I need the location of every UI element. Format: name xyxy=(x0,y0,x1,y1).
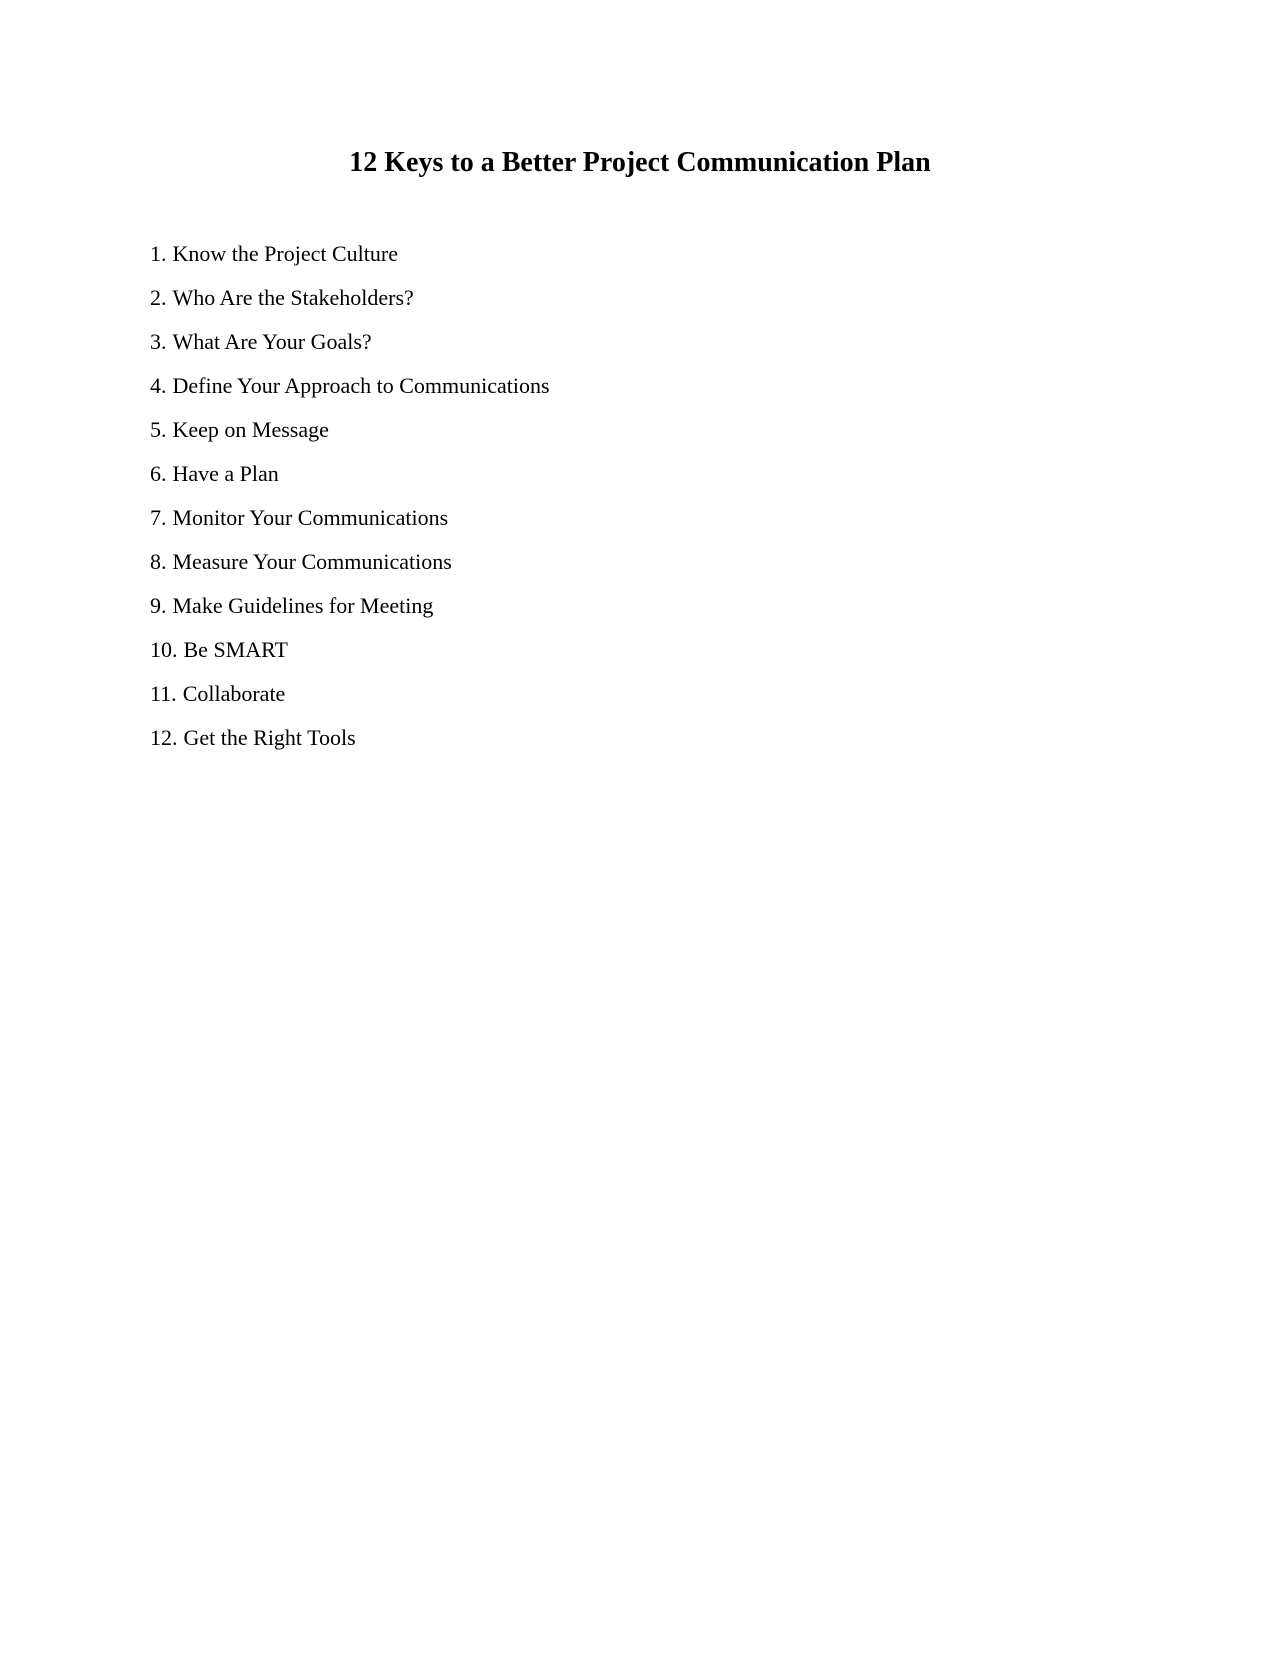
list-item xyxy=(150,328,550,356)
list-item xyxy=(150,416,550,444)
list-item xyxy=(150,460,550,488)
list-item-number: 8. xyxy=(150,549,167,574)
list-item xyxy=(150,372,550,400)
page-title: 12 Keys to a Better Project Communication Plan xyxy=(349,147,931,178)
list-item-number: 9. xyxy=(150,593,167,618)
list-item-text: Monitor Your Communications xyxy=(172,505,449,530)
list-item xyxy=(150,680,550,708)
list-item-number: 2. xyxy=(150,285,167,310)
list-item-text: Make Guidelines for Meeting xyxy=(172,593,434,618)
keys-list xyxy=(150,240,550,768)
list-item-text: Define Your Approach to Communications xyxy=(172,373,550,398)
list-item-number: 4. xyxy=(150,373,167,398)
list-item-text: Be SMART xyxy=(183,637,288,662)
list-item-number: 10. xyxy=(150,637,178,662)
list-item-text: What Are Your Goals? xyxy=(172,329,372,354)
list-item xyxy=(150,592,550,620)
list-item-number: 7. xyxy=(150,505,167,530)
list-item-number: 12. xyxy=(150,725,178,750)
list-item-text: Know the Project Culture xyxy=(172,241,398,266)
list-item xyxy=(150,548,550,576)
list-item-number: 6. xyxy=(150,461,167,486)
list-item-text: Have a Plan xyxy=(172,461,279,486)
list-item-text: Get the Right Tools xyxy=(183,725,356,750)
list-item-number: 3. xyxy=(150,329,167,354)
list-item-text: Who Are the Stakeholders? xyxy=(172,285,414,310)
list-item xyxy=(150,240,550,268)
list-item-text: Keep on Message xyxy=(172,417,329,442)
list-item xyxy=(150,284,550,312)
list-item xyxy=(150,724,550,752)
list-item xyxy=(150,636,550,664)
list-item-number: 1. xyxy=(150,241,167,266)
list-item-number: 5. xyxy=(150,417,167,442)
list-item-text: Measure Your Communications xyxy=(172,549,452,574)
list-item-text: Collaborate xyxy=(182,681,286,706)
list-item-number: 11. xyxy=(150,681,177,706)
list-item xyxy=(150,504,550,532)
